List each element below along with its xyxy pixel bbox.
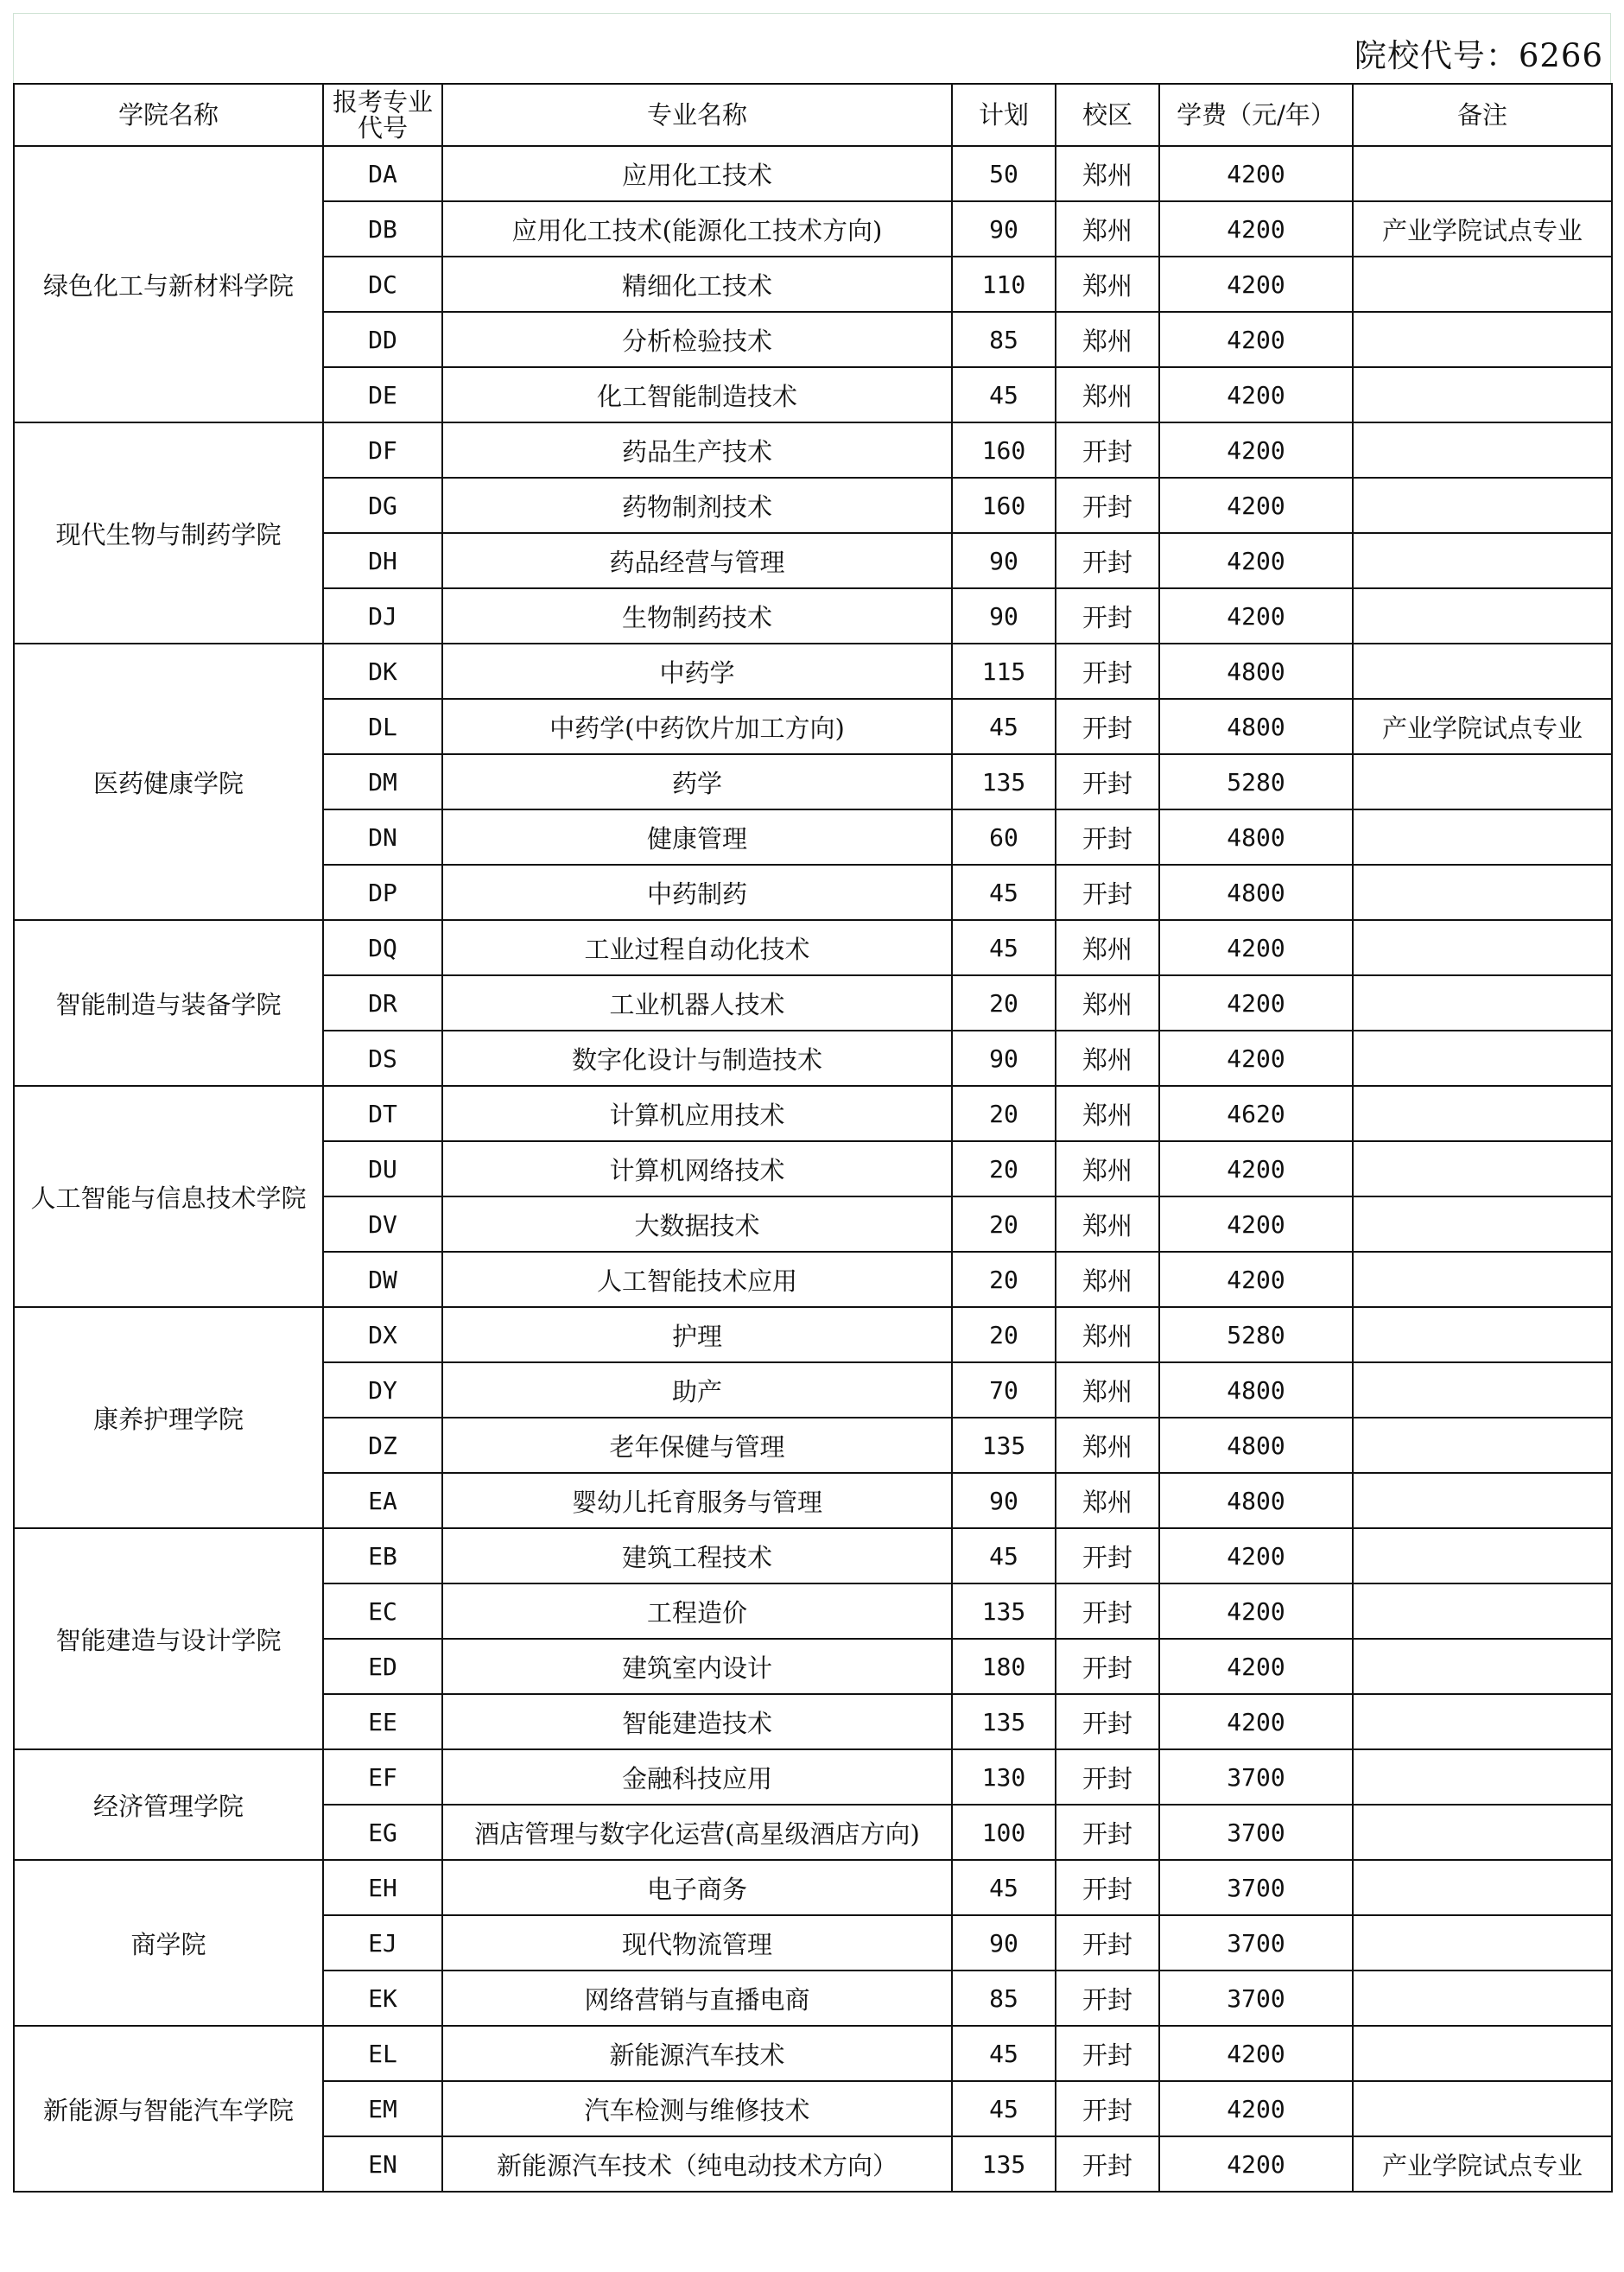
plan-cell: 45 (952, 2081, 1056, 2136)
note-cell (1353, 1971, 1612, 2026)
admission-plan-table (13, 83, 1613, 2193)
major-name-cell: 智能建造技术 (442, 1694, 952, 1749)
fee-cell: 4200 (1159, 257, 1353, 312)
fee-cell: 4800 (1159, 1418, 1353, 1473)
fee-cell: 4200 (1159, 478, 1353, 533)
major-code-cell: DP (323, 865, 442, 920)
fee-cell: 5280 (1159, 1307, 1353, 1362)
note-cell (1353, 1639, 1612, 1694)
plan-cell: 135 (952, 2136, 1056, 2192)
college-name-cell: 现代生物与制药学院 (14, 422, 323, 644)
school-code-bar (13, 13, 1611, 83)
table-row (14, 920, 1612, 975)
campus-cell: 开封 (1056, 644, 1159, 699)
note-cell (1353, 1418, 1612, 1473)
major-name-cell: 中药学(中药饮片加工方向) (442, 699, 952, 754)
campus-cell: 开封 (1056, 1639, 1159, 1694)
fee-cell: 4200 (1159, 920, 1353, 975)
plan-cell: 20 (952, 1196, 1056, 1252)
campus-cell: 开封 (1056, 1971, 1159, 2026)
header-note: 备注 (1353, 84, 1612, 146)
major-code-cell: ED (323, 1639, 442, 1694)
major-name-cell: 工业机器人技术 (442, 975, 952, 1031)
major-code-cell: EB (323, 1528, 442, 1583)
campus-cell: 郑州 (1056, 975, 1159, 1031)
note-cell (1353, 367, 1612, 422)
table-row (14, 422, 1612, 478)
major-code-cell: DF (323, 422, 442, 478)
table-body (14, 146, 1612, 2192)
fee-cell: 4200 (1159, 312, 1353, 367)
fee-cell: 4800 (1159, 699, 1353, 754)
major-name-cell: 电子商务 (442, 1860, 952, 1915)
major-code-cell: EH (323, 1860, 442, 1915)
note-cell (1353, 1252, 1612, 1307)
note-cell (1353, 1805, 1612, 1860)
fee-cell: 4200 (1159, 1252, 1353, 1307)
note-cell (1353, 533, 1612, 588)
fee-cell: 4800 (1159, 1362, 1353, 1418)
campus-cell: 开封 (1056, 1915, 1159, 1971)
campus-cell: 郑州 (1056, 920, 1159, 975)
major-code-cell: DQ (323, 920, 442, 975)
campus-cell: 郑州 (1056, 1196, 1159, 1252)
plan-cell: 70 (952, 1362, 1056, 1418)
major-name-cell: 建筑室内设计 (442, 1639, 952, 1694)
major-code-cell: EJ (323, 1915, 442, 1971)
fee-cell: 3700 (1159, 1805, 1353, 1860)
note-cell: 产业学院试点专业 (1353, 2136, 1612, 2192)
major-code-cell: DE (323, 367, 442, 422)
major-name-cell: 大数据技术 (442, 1196, 952, 1252)
major-code-cell: EN (323, 2136, 442, 2192)
major-name-cell: 护理 (442, 1307, 952, 1362)
major-name-cell: 应用化工技术 (442, 146, 952, 201)
major-name-cell: 工程造价 (442, 1583, 952, 1639)
campus-cell: 开封 (1056, 422, 1159, 478)
campus-cell: 郑州 (1056, 257, 1159, 312)
note-cell (1353, 1141, 1612, 1196)
campus-cell: 开封 (1056, 2081, 1159, 2136)
admission-plan-sheet (13, 13, 1611, 2193)
plan-cell: 20 (952, 1086, 1056, 1141)
campus-cell: 开封 (1056, 1528, 1159, 1583)
college-name-cell: 经济管理学院 (14, 1749, 323, 1860)
plan-cell: 130 (952, 1749, 1056, 1805)
fee-cell: 4200 (1159, 1141, 1353, 1196)
header-code-line2: 代号 (357, 113, 408, 143)
fee-cell: 4200 (1159, 1639, 1353, 1694)
fee-cell: 4200 (1159, 533, 1353, 588)
fee-cell: 3700 (1159, 1749, 1353, 1805)
plan-cell: 45 (952, 1860, 1056, 1915)
college-name-cell: 医药健康学院 (14, 644, 323, 920)
major-code-cell: DA (323, 146, 442, 201)
college-name-cell: 康养护理学院 (14, 1307, 323, 1528)
note-cell (1353, 1528, 1612, 1583)
major-code-cell: DR (323, 975, 442, 1031)
campus-cell: 开封 (1056, 1583, 1159, 1639)
plan-cell: 90 (952, 533, 1056, 588)
fee-cell: 4200 (1159, 201, 1353, 257)
plan-cell: 135 (952, 754, 1056, 809)
campus-cell: 郑州 (1056, 201, 1159, 257)
major-code-cell: DZ (323, 1418, 442, 1473)
major-code-cell: DV (323, 1196, 442, 1252)
campus-cell: 开封 (1056, 2136, 1159, 2192)
plan-cell: 20 (952, 1307, 1056, 1362)
note-cell (1353, 2081, 1612, 2136)
plan-cell: 160 (952, 422, 1056, 478)
major-code-cell: DJ (323, 588, 442, 644)
plan-cell: 20 (952, 1252, 1056, 1307)
note-cell (1353, 422, 1612, 478)
major-name-cell: 精细化工技术 (442, 257, 952, 312)
table-row (14, 1860, 1612, 1915)
campus-cell: 郑州 (1056, 146, 1159, 201)
fee-cell: 4200 (1159, 1528, 1353, 1583)
fee-cell: 4800 (1159, 644, 1353, 699)
fee-cell: 4200 (1159, 367, 1353, 422)
header-code (323, 84, 442, 146)
fee-cell: 4620 (1159, 1086, 1353, 1141)
plan-cell: 45 (952, 1528, 1056, 1583)
major-name-cell: 健康管理 (442, 809, 952, 865)
major-code-cell: DT (323, 1086, 442, 1141)
header-campus: 校区 (1056, 84, 1159, 146)
campus-cell: 郑州 (1056, 312, 1159, 367)
major-code-cell: DK (323, 644, 442, 699)
plan-cell: 180 (952, 1639, 1056, 1694)
plan-cell: 45 (952, 920, 1056, 975)
note-cell (1353, 1583, 1612, 1639)
fee-cell: 4200 (1159, 2136, 1353, 2192)
fee-cell: 4200 (1159, 1583, 1353, 1639)
table-row (14, 1086, 1612, 1141)
college-name-cell: 智能建造与设计学院 (14, 1528, 323, 1749)
fee-cell: 4200 (1159, 1031, 1353, 1086)
major-code-cell: DN (323, 809, 442, 865)
major-code-cell: DX (323, 1307, 442, 1362)
plan-cell: 50 (952, 146, 1056, 201)
plan-cell: 135 (952, 1694, 1056, 1749)
header-code-line1: 报考专业 (332, 87, 433, 117)
major-code-cell: EF (323, 1749, 442, 1805)
major-name-cell: 生物制药技术 (442, 588, 952, 644)
note-cell (1353, 1749, 1612, 1805)
note-cell (1353, 920, 1612, 975)
fee-cell: 4200 (1159, 1694, 1353, 1749)
major-name-cell: 老年保健与管理 (442, 1418, 952, 1473)
note-cell: 产业学院试点专业 (1353, 201, 1612, 257)
plan-cell: 45 (952, 2026, 1056, 2081)
major-code-cell: DU (323, 1141, 442, 1196)
note-cell (1353, 809, 1612, 865)
fee-cell: 4200 (1159, 2026, 1353, 2081)
header-plan: 计划 (952, 84, 1056, 146)
college-name-cell: 人工智能与信息技术学院 (14, 1086, 323, 1307)
note-cell (1353, 1473, 1612, 1528)
major-code-cell: DS (323, 1031, 442, 1086)
table-row (14, 1307, 1612, 1362)
table-row (14, 146, 1612, 201)
campus-cell: 开封 (1056, 754, 1159, 809)
campus-cell: 开封 (1056, 1860, 1159, 1915)
fee-cell: 4800 (1159, 865, 1353, 920)
plan-cell: 90 (952, 1915, 1056, 1971)
fee-cell: 3700 (1159, 1860, 1353, 1915)
major-code-cell: DW (323, 1252, 442, 1307)
campus-cell: 郑州 (1056, 1031, 1159, 1086)
fee-cell: 4200 (1159, 146, 1353, 201)
campus-cell: 郑州 (1056, 1141, 1159, 1196)
campus-cell: 郑州 (1056, 1086, 1159, 1141)
note-cell (1353, 644, 1612, 699)
header-fee: 学费（元/年） (1159, 84, 1353, 146)
plan-cell: 60 (952, 809, 1056, 865)
note-cell (1353, 865, 1612, 920)
major-name-cell: 分析检验技术 (442, 312, 952, 367)
campus-cell: 郑州 (1056, 1473, 1159, 1528)
plan-cell: 90 (952, 201, 1056, 257)
college-name-cell: 商学院 (14, 1860, 323, 2026)
table-row (14, 1749, 1612, 1805)
note-cell (1353, 478, 1612, 533)
plan-cell: 45 (952, 865, 1056, 920)
fee-cell: 4200 (1159, 975, 1353, 1031)
major-name-cell: 金融科技应用 (442, 1749, 952, 1805)
major-name-cell: 计算机网络技术 (442, 1141, 952, 1196)
major-name-cell: 药品经营与管理 (442, 533, 952, 588)
school-code-label: 院校代号：6266 (1354, 37, 1603, 74)
campus-cell: 郑州 (1056, 1362, 1159, 1418)
major-name-cell: 婴幼儿托育服务与管理 (442, 1473, 952, 1528)
plan-cell: 85 (952, 312, 1056, 367)
college-name-cell: 智能制造与装备学院 (14, 920, 323, 1086)
table-header (14, 84, 1612, 146)
major-name-cell: 现代物流管理 (442, 1915, 952, 1971)
plan-cell: 110 (952, 257, 1056, 312)
note-cell: 产业学院试点专业 (1353, 699, 1612, 754)
campus-cell: 开封 (1056, 865, 1159, 920)
campus-cell: 开封 (1056, 699, 1159, 754)
header-college: 学院名称 (14, 84, 323, 146)
major-code-cell: EL (323, 2026, 442, 2081)
plan-cell: 100 (952, 1805, 1056, 1860)
campus-cell: 开封 (1056, 533, 1159, 588)
campus-cell: 开封 (1056, 478, 1159, 533)
major-name-cell: 药学 (442, 754, 952, 809)
campus-cell: 郑州 (1056, 1418, 1159, 1473)
fee-cell: 4200 (1159, 2081, 1353, 2136)
campus-cell: 开封 (1056, 1749, 1159, 1805)
campus-cell: 开封 (1056, 1694, 1159, 1749)
table-row (14, 2026, 1612, 2081)
note-cell (1353, 975, 1612, 1031)
major-name-cell: 人工智能技术应用 (442, 1252, 952, 1307)
plan-cell: 135 (952, 1418, 1056, 1473)
plan-cell: 85 (952, 1971, 1056, 2026)
fee-cell: 4200 (1159, 422, 1353, 478)
note-cell (1353, 1196, 1612, 1252)
plan-cell: 90 (952, 1473, 1056, 1528)
campus-cell: 开封 (1056, 588, 1159, 644)
major-code-cell: EM (323, 2081, 442, 2136)
note-cell (1353, 1694, 1612, 1749)
note-cell (1353, 1362, 1612, 1418)
major-name-cell: 新能源汽车技术（纯电动技术方向） (442, 2136, 952, 2192)
campus-cell: 郑州 (1056, 1252, 1159, 1307)
plan-cell: 115 (952, 644, 1056, 699)
note-cell (1353, 754, 1612, 809)
plan-cell: 90 (952, 1031, 1056, 1086)
major-code-cell: DH (323, 533, 442, 588)
plan-cell: 160 (952, 478, 1056, 533)
major-name-cell: 新能源汽车技术 (442, 2026, 952, 2081)
campus-cell: 开封 (1056, 2026, 1159, 2081)
note-cell (1353, 146, 1612, 201)
plan-cell: 20 (952, 975, 1056, 1031)
major-code-cell: EG (323, 1805, 442, 1860)
campus-cell: 开封 (1056, 1805, 1159, 1860)
major-code-cell: DM (323, 754, 442, 809)
major-name-cell: 助产 (442, 1362, 952, 1418)
fee-cell: 4200 (1159, 588, 1353, 644)
college-name-cell: 新能源与智能汽车学院 (14, 2026, 323, 2192)
fee-cell: 4800 (1159, 809, 1353, 865)
note-cell (1353, 588, 1612, 644)
fee-cell: 4800 (1159, 1473, 1353, 1528)
table-row (14, 1528, 1612, 1583)
major-name-cell: 工业过程自动化技术 (442, 920, 952, 975)
plan-cell: 20 (952, 1141, 1056, 1196)
note-cell (1353, 1915, 1612, 1971)
major-code-cell: DC (323, 257, 442, 312)
note-cell (1353, 1086, 1612, 1141)
college-name-cell: 绿色化工与新材料学院 (14, 146, 323, 422)
note-cell (1353, 312, 1612, 367)
major-name-cell: 药品生产技术 (442, 422, 952, 478)
major-code-cell: EC (323, 1583, 442, 1639)
plan-cell: 135 (952, 1583, 1056, 1639)
plan-cell: 45 (952, 699, 1056, 754)
major-code-cell: DD (323, 312, 442, 367)
note-cell (1353, 1860, 1612, 1915)
plan-cell: 45 (952, 367, 1056, 422)
major-name-cell: 化工智能制造技术 (442, 367, 952, 422)
note-cell (1353, 2026, 1612, 2081)
campus-cell: 郑州 (1056, 1307, 1159, 1362)
campus-cell: 郑州 (1056, 367, 1159, 422)
plan-cell: 90 (952, 588, 1056, 644)
major-code-cell: DG (323, 478, 442, 533)
major-code-cell: DL (323, 699, 442, 754)
major-name-cell: 计算机应用技术 (442, 1086, 952, 1141)
major-name-cell: 中药学 (442, 644, 952, 699)
fee-cell: 5280 (1159, 754, 1353, 809)
note-cell (1353, 1031, 1612, 1086)
fee-cell: 3700 (1159, 1915, 1353, 1971)
major-name-cell: 网络营销与直播电商 (442, 1971, 952, 2026)
major-name-cell: 中药制药 (442, 865, 952, 920)
major-name-cell: 应用化工技术(能源化工技术方向) (442, 201, 952, 257)
major-code-cell: EA (323, 1473, 442, 1528)
major-name-cell: 建筑工程技术 (442, 1528, 952, 1583)
header-row (14, 84, 1612, 146)
note-cell (1353, 257, 1612, 312)
major-name-cell: 汽车检测与维修技术 (442, 2081, 952, 2136)
major-code-cell: EE (323, 1694, 442, 1749)
fee-cell: 3700 (1159, 1971, 1353, 2026)
major-name-cell: 酒店管理与数字化运营(高星级酒店方向) (442, 1805, 952, 1860)
table-row (14, 644, 1612, 699)
major-code-cell: DB (323, 201, 442, 257)
header-major: 专业名称 (442, 84, 952, 146)
major-code-cell: EK (323, 1971, 442, 2026)
major-code-cell: DY (323, 1362, 442, 1418)
note-cell (1353, 1307, 1612, 1362)
major-name-cell: 药物制剂技术 (442, 478, 952, 533)
major-name-cell: 数字化设计与制造技术 (442, 1031, 952, 1086)
fee-cell: 4200 (1159, 1196, 1353, 1252)
campus-cell: 开封 (1056, 809, 1159, 865)
